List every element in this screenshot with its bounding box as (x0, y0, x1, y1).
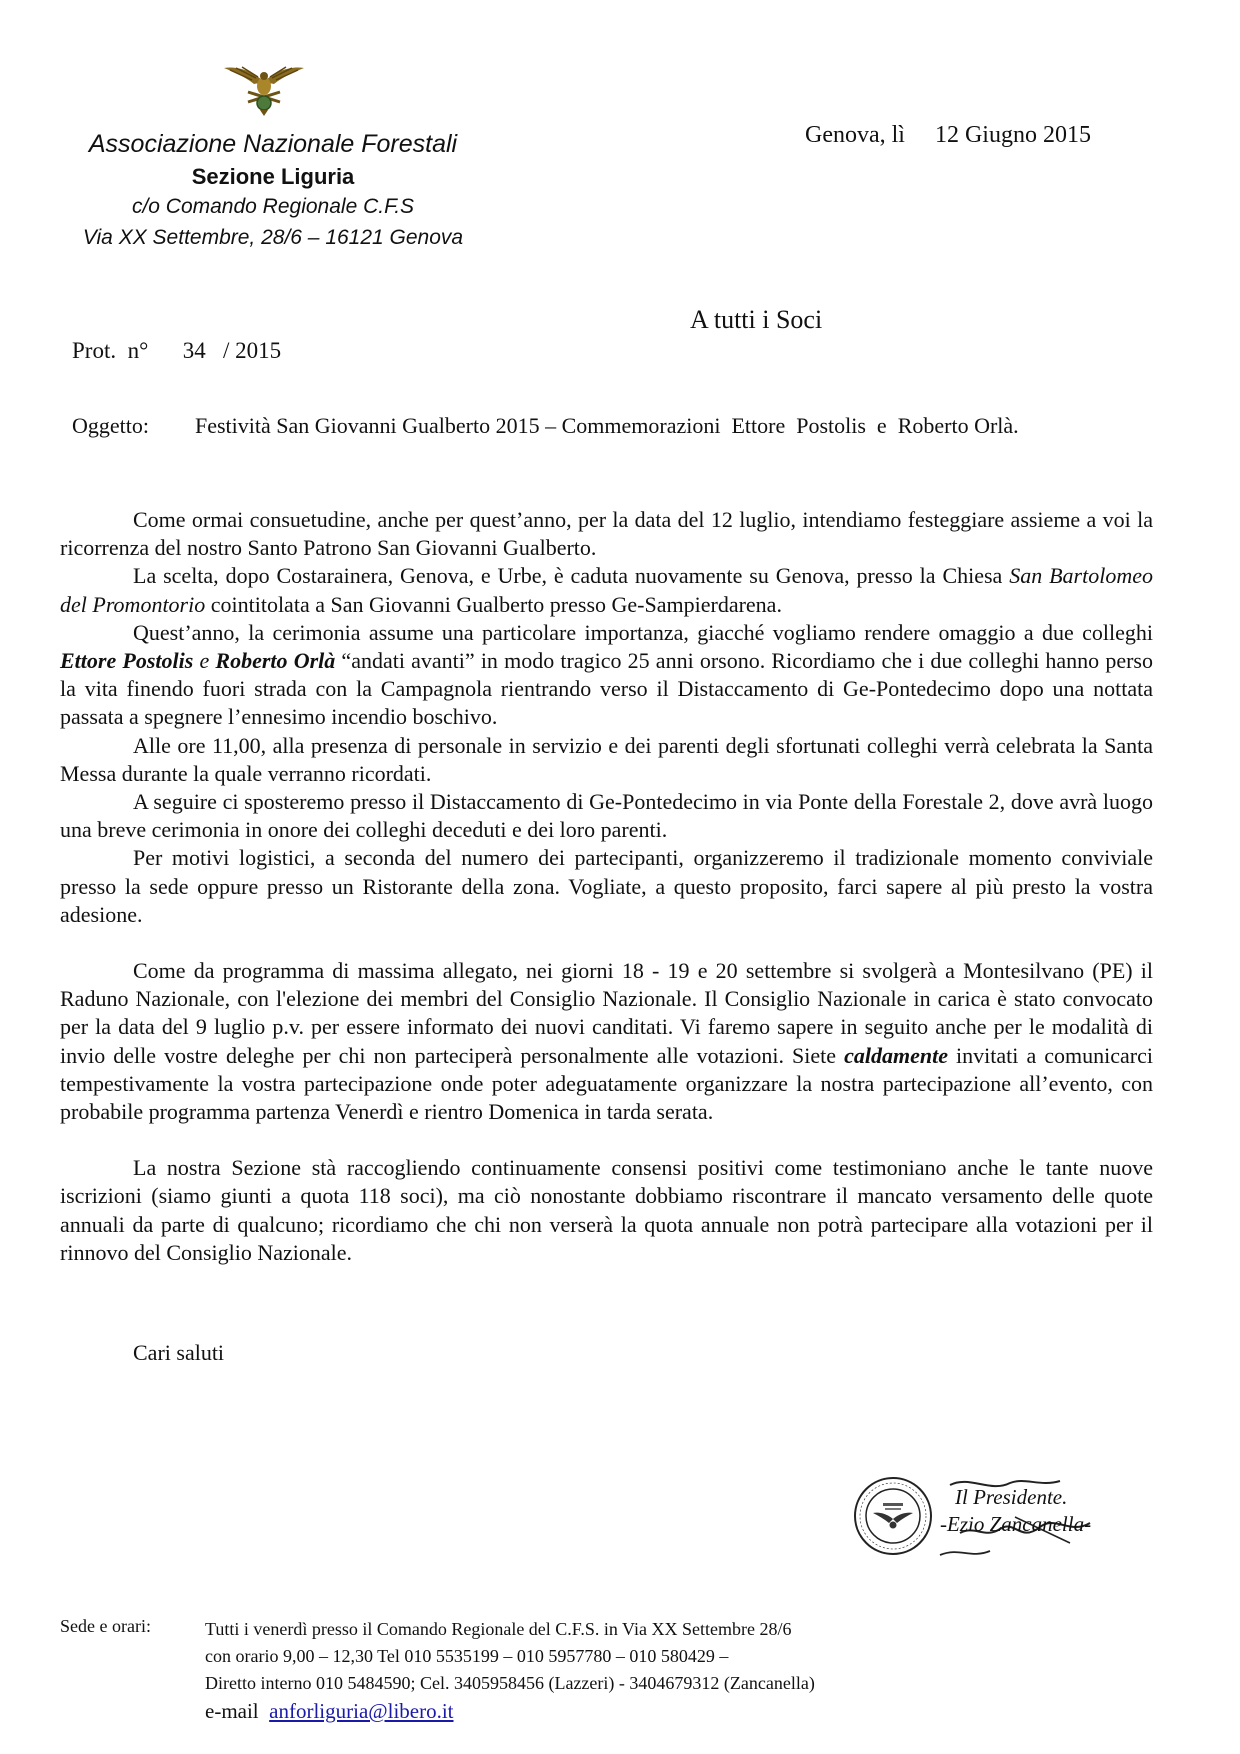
subject-text: Festività San Giovanni Gualberto 2015 – Commemorazioni Ettore Postolis e Roberto Orlà. (195, 413, 1019, 438)
colleague-name-2: Roberto Orlà (215, 648, 336, 674)
section-seal-stamp-icon (852, 1475, 934, 1557)
date-line: Genova, lì 12 Giugno 2015 (805, 122, 1091, 148)
protocol-number: Prot. n° 34 / 2015 (72, 338, 282, 363)
email-label: e-mail (205, 1699, 270, 1723)
address-line: Via XX Settembre, 28/6 – 16121 Genova (82, 226, 464, 249)
paragraph-5: A seguire ci sposteremo presso il Distaccamento di Ge-Pontedecimo in via Ponte della Forestale 2, dove avrà luogo una breve cerimonia in onore dei colleghi deceduti e dei loro parenti. (60, 789, 1153, 843)
paragraph-7-text-end: invitati a comunicarci tempestivamente la vostra partecipazione onde poter adeguatamente organizzare la nostra partecipazione all’evento, con probabile programma partenza Venerdì e rientro Domenica in tarda serata. (60, 1042, 1154, 1125)
paragraph-1: Come ormai consuetudine, anche per quest’anno, per la data del 12 luglio, intendiamo festeggiare assieme a voi la ricorrenza del nostro Santo Patrono San Giovanni Gualberto. (60, 507, 1153, 561)
subject-line (72, 413, 1019, 439)
paragraph-7 (60, 957, 1153, 1126)
email-link[interactable]: anforliguria@libero.it (269, 1699, 454, 1723)
paragraph-2 (60, 562, 1153, 618)
footer-label: Sede e orari: (60, 1616, 151, 1636)
recipient-line: A tutti i Soci (690, 305, 823, 334)
paragraph-3-text-end: “andati avanti” in modo tragico 25 anni orsono. Ricordiamo che i due colleghi hanno perso la vita finendo fuori strada con la Campagnola rientrando verso il Distaccamento di Ge-Pontedecimo dopo una nottata passata a spegnere l’ennesimo incendio boschivo. (60, 648, 1153, 730)
paragraph-7-text: Come da programma di massima allegato, nei giorni 18 - 19 e 20 settembre si svolgerà a Montesilvano (PE) il Raduno Nazionale, con l'elezione dei membri del Consiglio Nazionale. Il Consiglio Nazionale in carica è stato convocato per la data del 9 luglio p.v. per essere informato dei nuovi canditati. Vi faremo sapere in seguito anche per le modalità di invio delle vostre deleghe per chi non parteciperà personalmente alle votazioni. Siete (60, 958, 1153, 1068)
signer-name: -Ezio Zancanella- (940, 1512, 1092, 1536)
subject-label: Oggetto: (72, 413, 149, 438)
emphasis-word: caldamente (844, 1042, 948, 1068)
colleague-name-1: Ettore Postolis (60, 648, 194, 674)
footer-contacts (205, 1616, 1105, 1697)
care-of-line: c/o Comando Regionale C.F.S (131, 195, 415, 218)
conjunction: e (193, 648, 216, 674)
forestry-eagle-emblem-icon (222, 60, 306, 118)
paragraph-3-text: Quest’anno, la cerimonia assume una particolare importanza, giacché vogliamo rendere omaggio a due colleghi (133, 619, 1153, 645)
letter-body (60, 506, 1153, 1267)
church-name: San Bartolomeo del Promontorio (60, 563, 1153, 617)
email-line (205, 1699, 454, 1724)
footer-line-2: con orario 9,00 – 12,30 Tel 010 5535199 – 010 5957780 – 010 580429 – (205, 1646, 729, 1666)
footer-line-1: Tutti i venerdì presso il Comando Regionale del C.F.S. in Via XX Settembre 28/6 (205, 1619, 792, 1639)
paragraph-3 (60, 619, 1153, 732)
signer-title: Il Presidente. (955, 1485, 1068, 1509)
closing-greeting: Cari saluti (133, 1340, 225, 1365)
paragraph-8: La nostra Sezione stà raccogliendo continuamente consensi positivi come testimoniano anche le tante nuove iscrizioni (siamo giunti a quota 118 soci), ma ciò nonostante dobbiamo riscontrare il mancato versamento delle quote annuali da parte di qualcuno; ricordiamo che chi non verserà la quota annuale non potrà partecipare alla votazioni per il rinnovo del Consiglio Nazionale. (60, 1155, 1153, 1265)
paragraph-2-text: La scelta, dopo Costarainera, Genova, e Urbe, è caduta nuovamente su Genova, presso la Chiesa (133, 563, 1010, 589)
paragraph-2-text-end: cointitolata a San Giovanni Gualberto presso Ge-Sampierdarena. (205, 591, 782, 617)
organization-name: Associazione Nazionale Forestali (88, 130, 458, 158)
handwritten-signature (930, 1455, 1110, 1567)
footer-line-3: Diretto interno 010 5484590; Cel. 3405958456 (Lazzeri) - 3404679312 (Zancanella) (205, 1673, 815, 1693)
paragraph-6: Per motivi logistici, a seconda del numero dei partecipanti, organizzeremo il tradizionale momento conviviale presso la sede oppure presso un Ristorante della zona. Vogliate, a questo proposito, farci sapere al più presto la vostra adesione. (60, 845, 1153, 927)
paragraph-4: Alle ore 11,00, alla presenza di personale in servizio e dei parenti degli sfortunati colleghi verrà celebrata la Santa Messa durante la quale verranno ricordati. (60, 732, 1153, 786)
section-name: Sezione Liguria (191, 164, 355, 189)
